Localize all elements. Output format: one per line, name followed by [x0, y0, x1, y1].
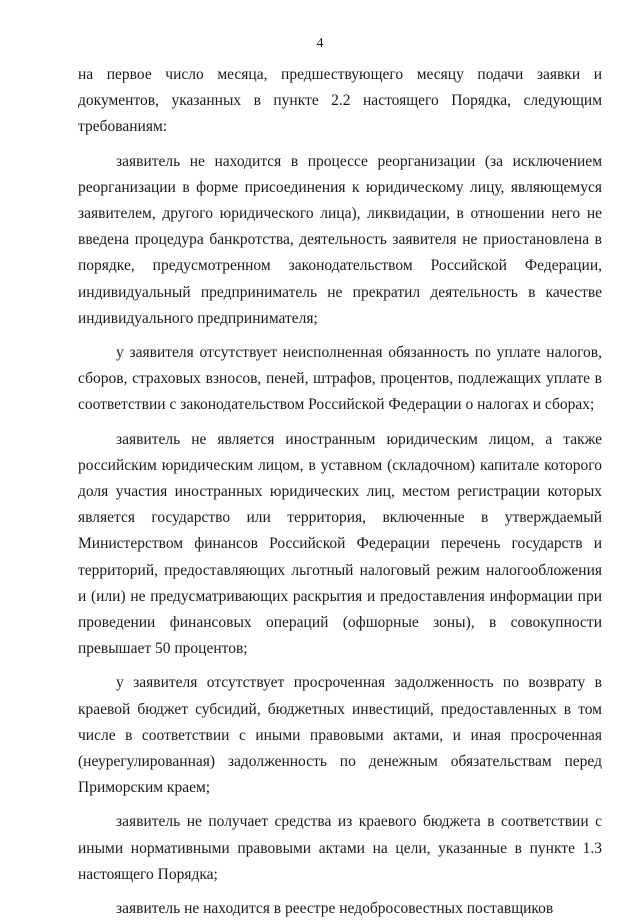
paragraph-unfair-suppliers: заявитель не находится в реестре недобросовестных поставщиков: [116, 900, 554, 918]
page-number: 4: [316, 36, 324, 51]
document-body: [78, 62, 602, 922]
paragraph-reorganization: заявитель не находится в процессе реорганизации (за исключением реорганизации в форме присоединения к юридическому лицу, являющемуся заявителем, другого юридического лица), ликвидации, в отношении него не введена процедура банкротства, деятельность заявителя не приостановлена в порядке, предусмотренном законодательством Российской Федерации, индивидуальный предприниматель не прекратил деятельность в качестве индивидуального предпринимателя;: [78, 152, 602, 327]
paragraph-foreign-entity: заявитель не является иностранным юридическим лицом, а также российским юридическим лицом, в уставном (складочном) капитале которого доля участия иностранных юридических лиц, местом регистрации которых является государство или территория, включенные в утверждаемый Министерством финансов Российской Федерации перечень государств и территорий, предоставляющих льготный налоговый режим налогообложения и (или) не предусматривающих раскрытия и предоставления информации при проведении финансовых операций (офшорные зоны), в совокупности превышает 50 процентов;: [78, 430, 602, 658]
paragraph-continuation: на первое число месяца, предшествующего месяцу подачи заявки и документов, указанных в пункте 2.2 настоящего Порядка, следующим требованиям:: [78, 66, 602, 136]
paragraph-budget-funds: заявитель не получает средства из краевого бюджета в соответствии с иными нормативными правовыми актами на цели, указанные в пункте 1.3 настоящего Порядка;: [78, 813, 602, 883]
paragraph-overdue-debt: у заявителя отсутствует просроченная задолженность по возврату в краевой бюджет субсидий, бюджетных инвестиций, предоставленных в том числе в соответствии с иными правовыми актами, и иная просроченная (неурегулированная) задолженность по денежным обязательствам перед Приморским краем;: [78, 674, 602, 797]
paragraph-tax-obligations: у заявителя отсутствует неисполненная обязанность по уплате налогов, сборов, страховых взносов, пеней, штрафов, процентов, подлежащих уплате в соответствии с законодательством Российской Федерации о налогах и сборах;: [78, 344, 602, 414]
